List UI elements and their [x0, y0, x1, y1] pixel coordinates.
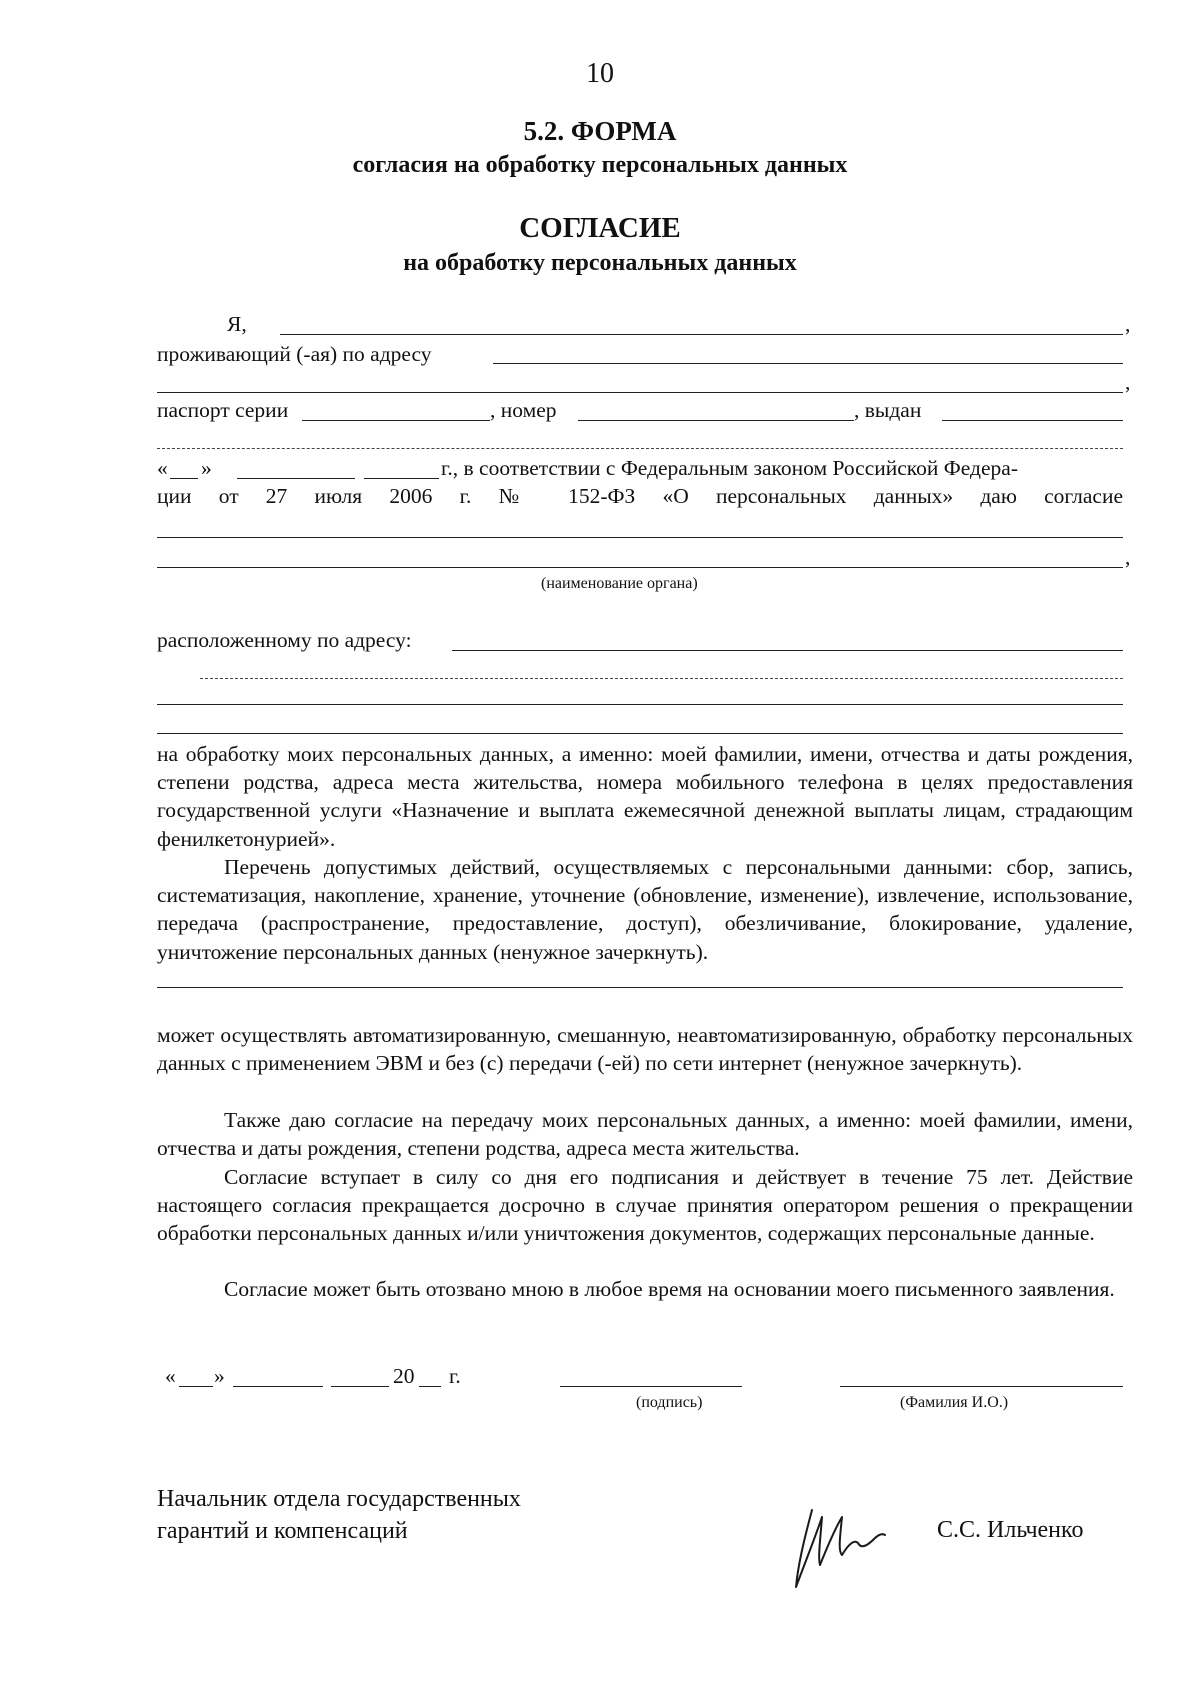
organ-field-line-1[interactable] — [157, 537, 1123, 538]
address-field-line-2[interactable] — [157, 392, 1123, 393]
organ-address-field-2[interactable] — [200, 678, 1123, 679]
law-line-1: г., в соответствии с Федеральным законом Российской Федера- — [441, 456, 1018, 480]
located-label: расположенному по адресу: — [157, 628, 412, 652]
issued-by-field[interactable] — [942, 420, 1123, 421]
position-line-2: гарантий и компенсаций — [157, 1518, 408, 1544]
signatory-name: С.С. Ильченко — [937, 1517, 1084, 1543]
signature-caption: (подпись) — [636, 1394, 703, 1411]
day-field[interactable] — [170, 478, 198, 479]
i-label: Я, — [227, 312, 247, 336]
name-field-line[interactable] — [280, 334, 1123, 335]
sign-year-field[interactable] — [419, 1386, 441, 1387]
comma: , — [1125, 312, 1131, 336]
position-line-1: Начальник отдела государственных — [157, 1486, 521, 1512]
paragraph-transfer-text: Также даю согласие на передачу моих персональных данных, а именно: моей фамилии, имени, отчества и даты рождения, степени родства, адреса места жительства. — [157, 1108, 1133, 1161]
month-field[interactable] — [237, 478, 355, 479]
paragraph-consent-scope: на обработку моих персональных данных, а именно: моей фамилии, имени, отчества и даты рождения, степени родства, адреса места жительства, номера мобильного телефона в целях предоставления государственной услуги «Назначение и выплата ежемесячной денежной выплаты лицам, страдающим фенилкетонурией». — [157, 742, 1133, 851]
sign-year-prefix: 20 — [393, 1364, 415, 1388]
sign-day-field[interactable] — [179, 1386, 213, 1387]
date-close-quote: » — [201, 456, 212, 480]
document-title: СОГЛАСИЕ — [519, 212, 681, 244]
paragraph-actions-text: Перечень допустимых действий, осуществляемых с персональными данными: сбор, запись, систематизация, накопление, хранение, уточнение (обновление, изменение), извлечение, использование, передача (распространение, предоставление, доступ), обезличивание, блокирование, удаление, уничтожение персональных данных (ненужное зачеркнуть). — [157, 855, 1133, 964]
sign-month-field[interactable] — [233, 1386, 323, 1387]
page-number: 10 — [586, 58, 614, 89]
number-label: , номер — [490, 398, 557, 422]
paragraph-processing-mode: может осуществлять автоматизированную, смешанную, неавтоматизированную, обработку персональных данных с применением ЭВМ и без (с) передачи (-ей) по сети интернет (ненужное зачеркнуть). — [157, 1023, 1133, 1076]
sign-year-suffix: г. — [449, 1364, 461, 1388]
issued-label: , выдан — [854, 398, 922, 422]
paragraph-revocation — [157, 1275, 1133, 1303]
handwritten-signature — [790, 1495, 900, 1595]
law-line-2: ции от 27 июля 2006 г. № 152-ФЗ «О персональных данных» даю согласие — [157, 484, 1123, 508]
paragraph-validity — [157, 1163, 1133, 1248]
issued-by-field-2[interactable] — [157, 448, 1123, 449]
paragraph-transfer-consent — [157, 1106, 1133, 1162]
full-name-field[interactable] — [840, 1386, 1123, 1387]
comma: , — [1125, 545, 1131, 569]
address-label: проживающий (-ая) по адресу — [157, 342, 432, 366]
comma: , — [1125, 370, 1131, 394]
form-title: 5.2. ФОРМА — [523, 116, 677, 146]
name-caption: (Фамилия И.О.) — [900, 1394, 1009, 1411]
passport-series-field[interactable] — [302, 420, 490, 421]
paragraph-revocation-text: Согласие может быть отозвано мною в любое время на основании моего письменного заявления. — [224, 1277, 1115, 1301]
organ-address-field-4[interactable] — [157, 733, 1123, 734]
organ-caption: (наименование органа) — [541, 575, 698, 592]
organ-address-field[interactable] — [452, 650, 1123, 651]
passport-number-field[interactable] — [578, 420, 854, 421]
organ-address-field-3[interactable] — [157, 704, 1123, 705]
operator-field-line[interactable] — [157, 987, 1123, 988]
document-subtitle: на обработку персональных данных — [403, 250, 797, 276]
address-field-line[interactable] — [493, 363, 1123, 364]
passport-series-label: паспорт серии — [157, 398, 289, 422]
paragraph-validity-text: Согласие вступает в силу со дня его подписания и действует в течение 75 лет. Действие настоящего согласия прекращается досрочно в случае принятия оператором решения о прекращении обработки персональных данных и/или уничтожения документов, содержащих персональные данные. — [157, 1165, 1133, 1246]
date-open-quote: « — [157, 456, 168, 480]
year-field[interactable] — [364, 478, 439, 479]
organ-field-line-2[interactable] — [157, 567, 1123, 568]
sign-date-close-quote: » — [214, 1364, 225, 1388]
sign-date-open-quote: « — [165, 1364, 176, 1388]
signature-field[interactable] — [560, 1386, 742, 1387]
sign-month-field-2[interactable] — [331, 1386, 389, 1387]
paragraph-actions-list — [157, 853, 1133, 966]
form-subtitle: согласия на обработку персональных данных — [352, 152, 848, 178]
